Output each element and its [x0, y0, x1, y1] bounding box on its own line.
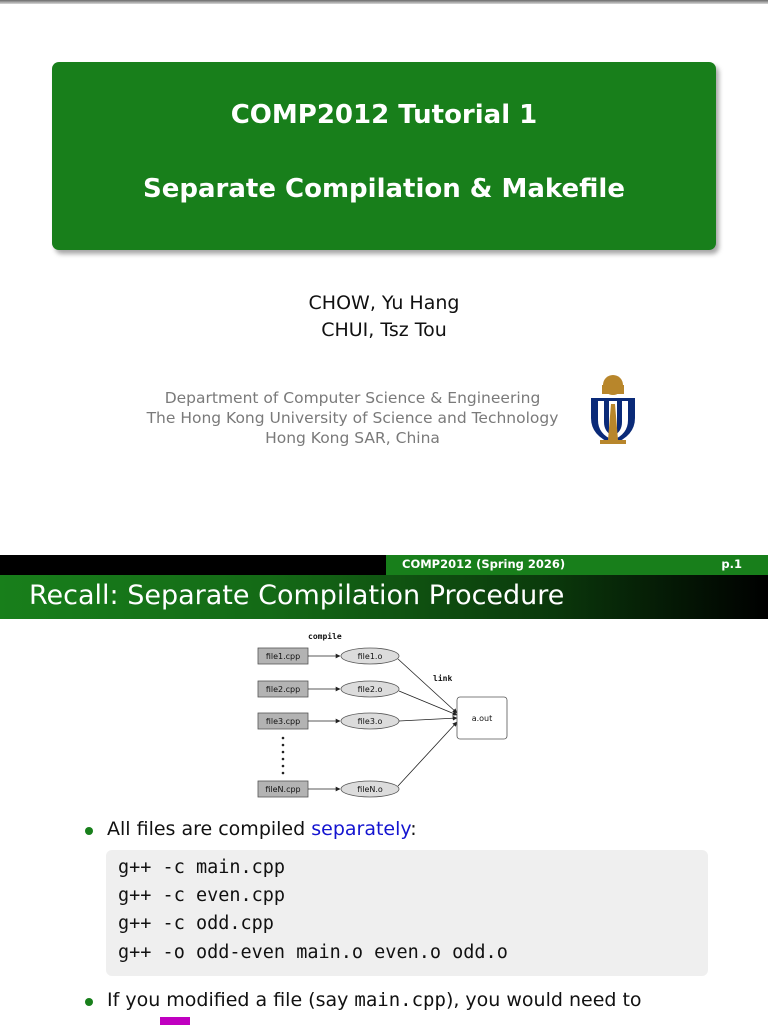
bullet-modified-file: If you modified a file (say main.cpp), you would need to	[107, 989, 642, 1011]
authors	[0, 290, 768, 344]
code-line: g++ -c odd.cpp	[118, 913, 274, 934]
university-logo	[588, 374, 638, 446]
bullet-marker	[85, 827, 93, 835]
source-file-1: file1.cpp	[265, 652, 301, 661]
slide-heading: Recall: Separate Compilation Procedure	[29, 580, 565, 611]
institute-region: Hong Kong SAR, China	[265, 429, 440, 447]
institute	[130, 388, 575, 448]
source-file-n: fileN.cpp	[265, 785, 301, 794]
bullet-compiled-separately: All files are compiled separately:	[107, 818, 417, 840]
highlight-separately: separately	[311, 818, 411, 840]
object-file-1: file1.o	[357, 652, 383, 661]
ellipsis-dots	[282, 737, 285, 775]
source-file-3: file3.cpp	[265, 717, 301, 726]
object-file-2: file2.o	[357, 685, 383, 694]
code-line: g++ -o odd-even main.o even.o odd.o	[118, 942, 508, 963]
footer-course: COMP2012 (Spring 2026)	[402, 557, 566, 571]
title-block	[52, 62, 716, 250]
code-line: g++ -c even.cpp	[118, 885, 286, 906]
author-2: CHUI, Tsz Tou	[321, 319, 447, 341]
compilation-diagram	[250, 628, 520, 800]
object-file-n: fileN.o	[357, 785, 383, 794]
slide-footer	[0, 555, 768, 575]
slide-heading-bar	[0, 575, 768, 619]
footer-page-number: p.1	[721, 557, 742, 571]
inline-code-main: main.cpp	[354, 989, 446, 1011]
code-block	[106, 850, 708, 976]
author-1: CHOW, Yu Hang	[308, 292, 460, 314]
output-file: a.out	[471, 714, 493, 723]
object-file-3: file3.o	[357, 717, 383, 726]
source-file-2: file2.cpp	[265, 685, 301, 694]
slide-title: COMP2012 Tutorial 1	[230, 100, 538, 130]
link-label: link	[433, 674, 453, 683]
top-border	[0, 0, 768, 4]
compile-arrows	[308, 656, 340, 789]
institute-dept: Department of Computer Science & Engineering	[164, 389, 541, 407]
compile-label: compile	[308, 632, 342, 641]
institute-univ: The Hong Kong University of Science and Technology	[146, 409, 559, 427]
code-line: g++ -c main.cpp	[118, 857, 286, 878]
slide-subtitle: Separate Compilation & Makefile	[143, 174, 625, 204]
bullet-marker	[85, 998, 93, 1006]
